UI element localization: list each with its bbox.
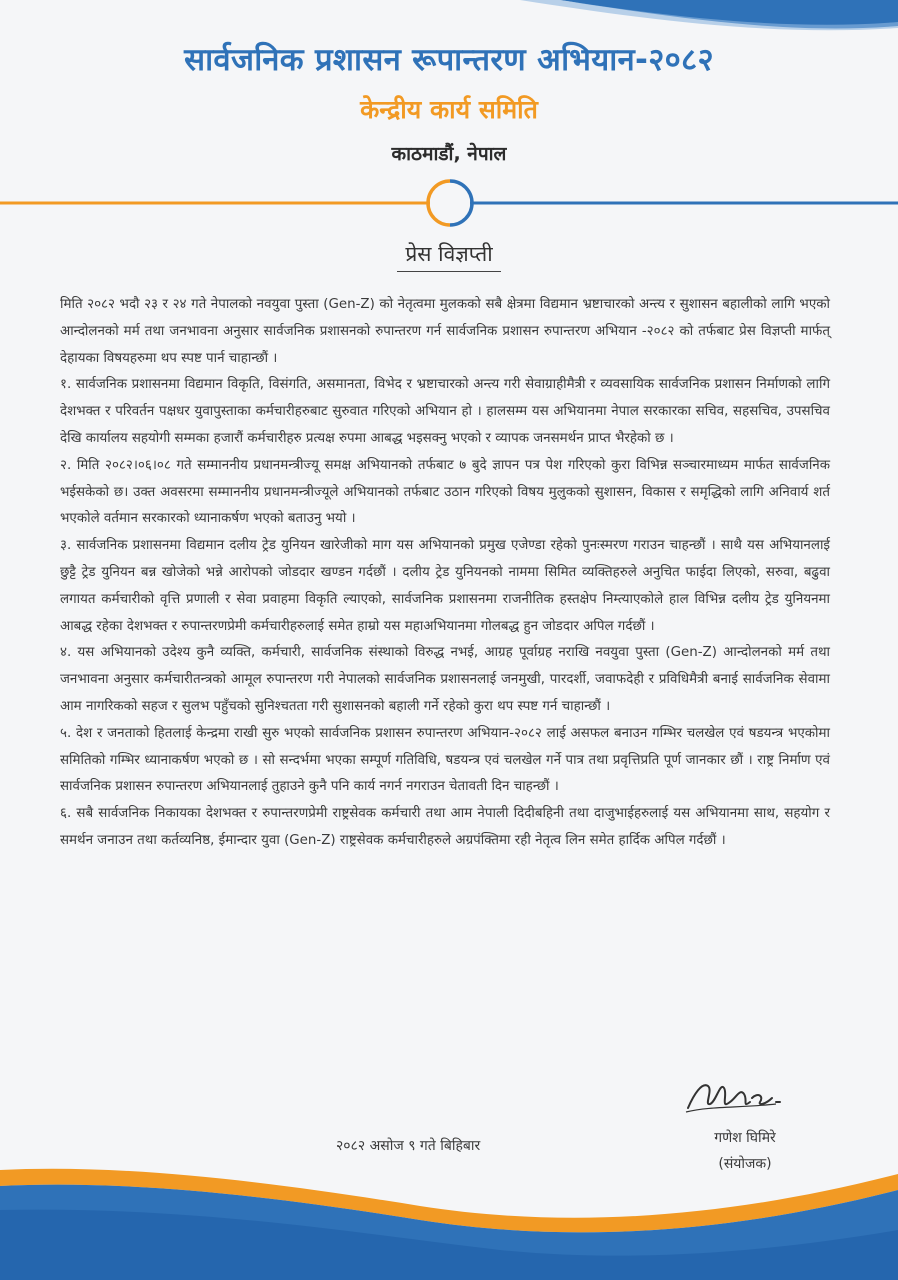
point-3: ३. सार्वजनिक प्रशासनमा विद्यमान दलीय ट्रेड युनियन खारेजीको माग यस अभियानको प्रमुख एजेण्डा रहेको पुनःस्मरण गराउन चाहन्छौं । साथै यस अभियानलाई छुट्टै ट्रेड युनियन बन्न खोजेको भन्ने आरोपको जोडदार खण्डन गर्दछौं । दलीय ट्रेड युनियनको नाममा सिमित व्यक्तिहरुले अनुचित फाईदा लिएको, सरुवा, बढुवा लगायत कर्मचारीको वृत्ति प्रणाली र सेवा प्रवाहमा विकृति ल्याएको, सार्वजनिक प्रशासनमा राजनीतिक हस्तक्षेप निम्त्याएकोले हाल विभिन्न दलीय ट्रेड युनियनमा आबद्ध रहेका देशभक्त र रुपान्तरणप्रेमी कर्मचारीहरुलाई समेत हाम्रो यस महाअभियानमा गोलबद्ध हुन जोडदार अपिल गर्दछौं । [60,538,830,634]
press-release-heading [0,240,898,272]
handwritten-signature [680,1068,800,1120]
point-6: ६. सबै सार्वजनिक निकायका देशभक्त र रुपान्तरणप्रेमी राष्ट्रसेवक कर्मचारी तथा आम नेपाली दिदीबहिनी तथा दाजुभाईहरुलाई यस अभियानमा साथ, सहयोग र समर्थन जनाउन तथा कर्तव्यनिष्ठ, ईमान्दार युवा (Gen-Z) राष्ट्रसेवक कर्मचारीहरुले अग्रपंक्तिमा रही नेतृत्व लिन समेत हार्दिक अपिल गर्दछौं । [60,806,830,848]
press-release-body [60,292,830,855]
committee-name: केन्द्रीय कार्य समिति [360,95,538,124]
organization-title: सार्वजनिक प्रशासन रूपान्तरण अभियान-२०८२ [184,42,714,78]
location-text: काठमाडौं, नेपाल [391,143,507,165]
bottom-wave-decoration [0,1150,898,1280]
point-4: ४. यस अभियानको उदेश्य कुनै व्यक्ति, कर्मचारी, सार्वजनिक संस्थाको विरुद्ध नभई, आग्रह पूर्वाग्रह नराखि नवयुवा पुस्ता (Gen-Z) आन्दोलनको मर्म तथा जनभावना अनुसार कर्मचारीतन्त्रको आमूल रुपान्तरण गरी नेपालको सार्वजनिक प्रशासनलाई जनमुखी, पारदर्शी, जवाफदेही र प्रविधिमैत्री बनाई सार्वजनिक सेवामा आम नागरिकको सहज र सुलभ पहुँचको सुनिश्चतता गरी सुशासनको बहाली गर्ने रहेको कुरा थप स्पष्ट गर्न चाहान्छौं । [60,645,831,714]
signer-role: (संयोजक) [718,1156,772,1172]
release-date: २०८२ असोज ९ गते बिहिबार [336,1138,481,1154]
top-blue-swoosh [0,0,898,40]
intro-paragraph: मिति २०८२ भदौ २३ र २४ गते नेपालको नवयुवा पुस्ता (Gen-Z) को नेतृत्वमा मुलकको सबै क्षेत्रमा विद्यमान भ्रष्टाचारको अन्त्य र सुशासन बहालीको लागि भएको आन्दोलनको मर्म तथा जनभावना अनुसार सार्वजनिक प्रशासनको रुपान्तरण गर्न सार्वजनिक प्रशासन रुपान्तरण अभियान -२०८२ को तर्फबाट प्रेस विज्ञप्ती मार्फत् देहायका विषयहरुमा थप स्पष्ट पार्न चाहान्छौं । [60,297,830,366]
point-2: २. मिति २०८२।०६।०८ गते सम्माननीय प्रधानमन्त्रीज्यू समक्ष अभियानको तर्फबाट ७ बुदे ज्ञापन पत्र पेश गरिएको कुरा विभिन्न सञ्चारमाध्यम मार्फत सार्वजनिक भईसकेको छ। उक्त अवसरमा सम्माननीय प्रधानमन्त्रीज्यूले अभियानको तर्फबाट उठान गरिएको विषय मुलुकको सुशासन, विकास र समृद्धिको लागि अनिवार्य शर्त भएकोले वर्तमान सरकारको ध्यानाकर्षण भएको बताउनु भयो । [60,457,830,527]
letterhead [0,38,898,166]
press-release-title: प्रेस विज्ञप्ती [397,240,500,272]
point-5: ५. देश र जनताको हितलाई केन्द्रमा राखी सुरु भएको सार्वजनिक प्रशासन रुपान्तरण अभियान-२०८२ लाई असफल बनाउन गम्भिर चलखेल एवं षडयन्त्र भएकोमा समितिको गम्भिर ध्यानाकर्षण भएको छ । सो सन्दर्भमा भएका सम्पूर्ण गतिविधि, षडयन्त्र एवं चलखेल गर्ने पात्र तथा प्रवृत्तिप्रति पूर्ण जानकार छौं । राष्ट्र निर्माण एवं सार्वजनिक प्रशासन रुपान्तरण अभियानलाई तुहाउने कुनै पनि कार्य नगर्न नगराउन चेतावती दिन चाहन्छौं । [60,725,830,795]
header-divider [0,176,898,232]
point-1: १. सार्वजनिक प्रशासनमा विद्यमान विकृति, विसंगति, असमानता, विभेद र भ्रष्टाचारको अन्त्य गरी सेवाग्राहीमैत्री र व्यवसायिक सार्वजनिक प्रशासन निर्माणको लागि देशभक्त र परिवर्तन पक्षधर युवापुस्ताका कर्मचारीहरुबाट सुरुवात गरिएको अभियान हो । हालसम्म यस अभियानमा नेपाल सरकारका सचिव, सहसचिव, उपसचिव देखि कार्यालय सहयोगी सम्मका हजारौं कर्मचारीहरु प्रत्यक्ष रुपमा आबद्ध भइसक्नु भएको र व्यापक जनसमर्थन प्राप्त भैरहेको छ । [60,377,830,446]
signer-name: गणेश घिमिरे [714,1130,776,1146]
